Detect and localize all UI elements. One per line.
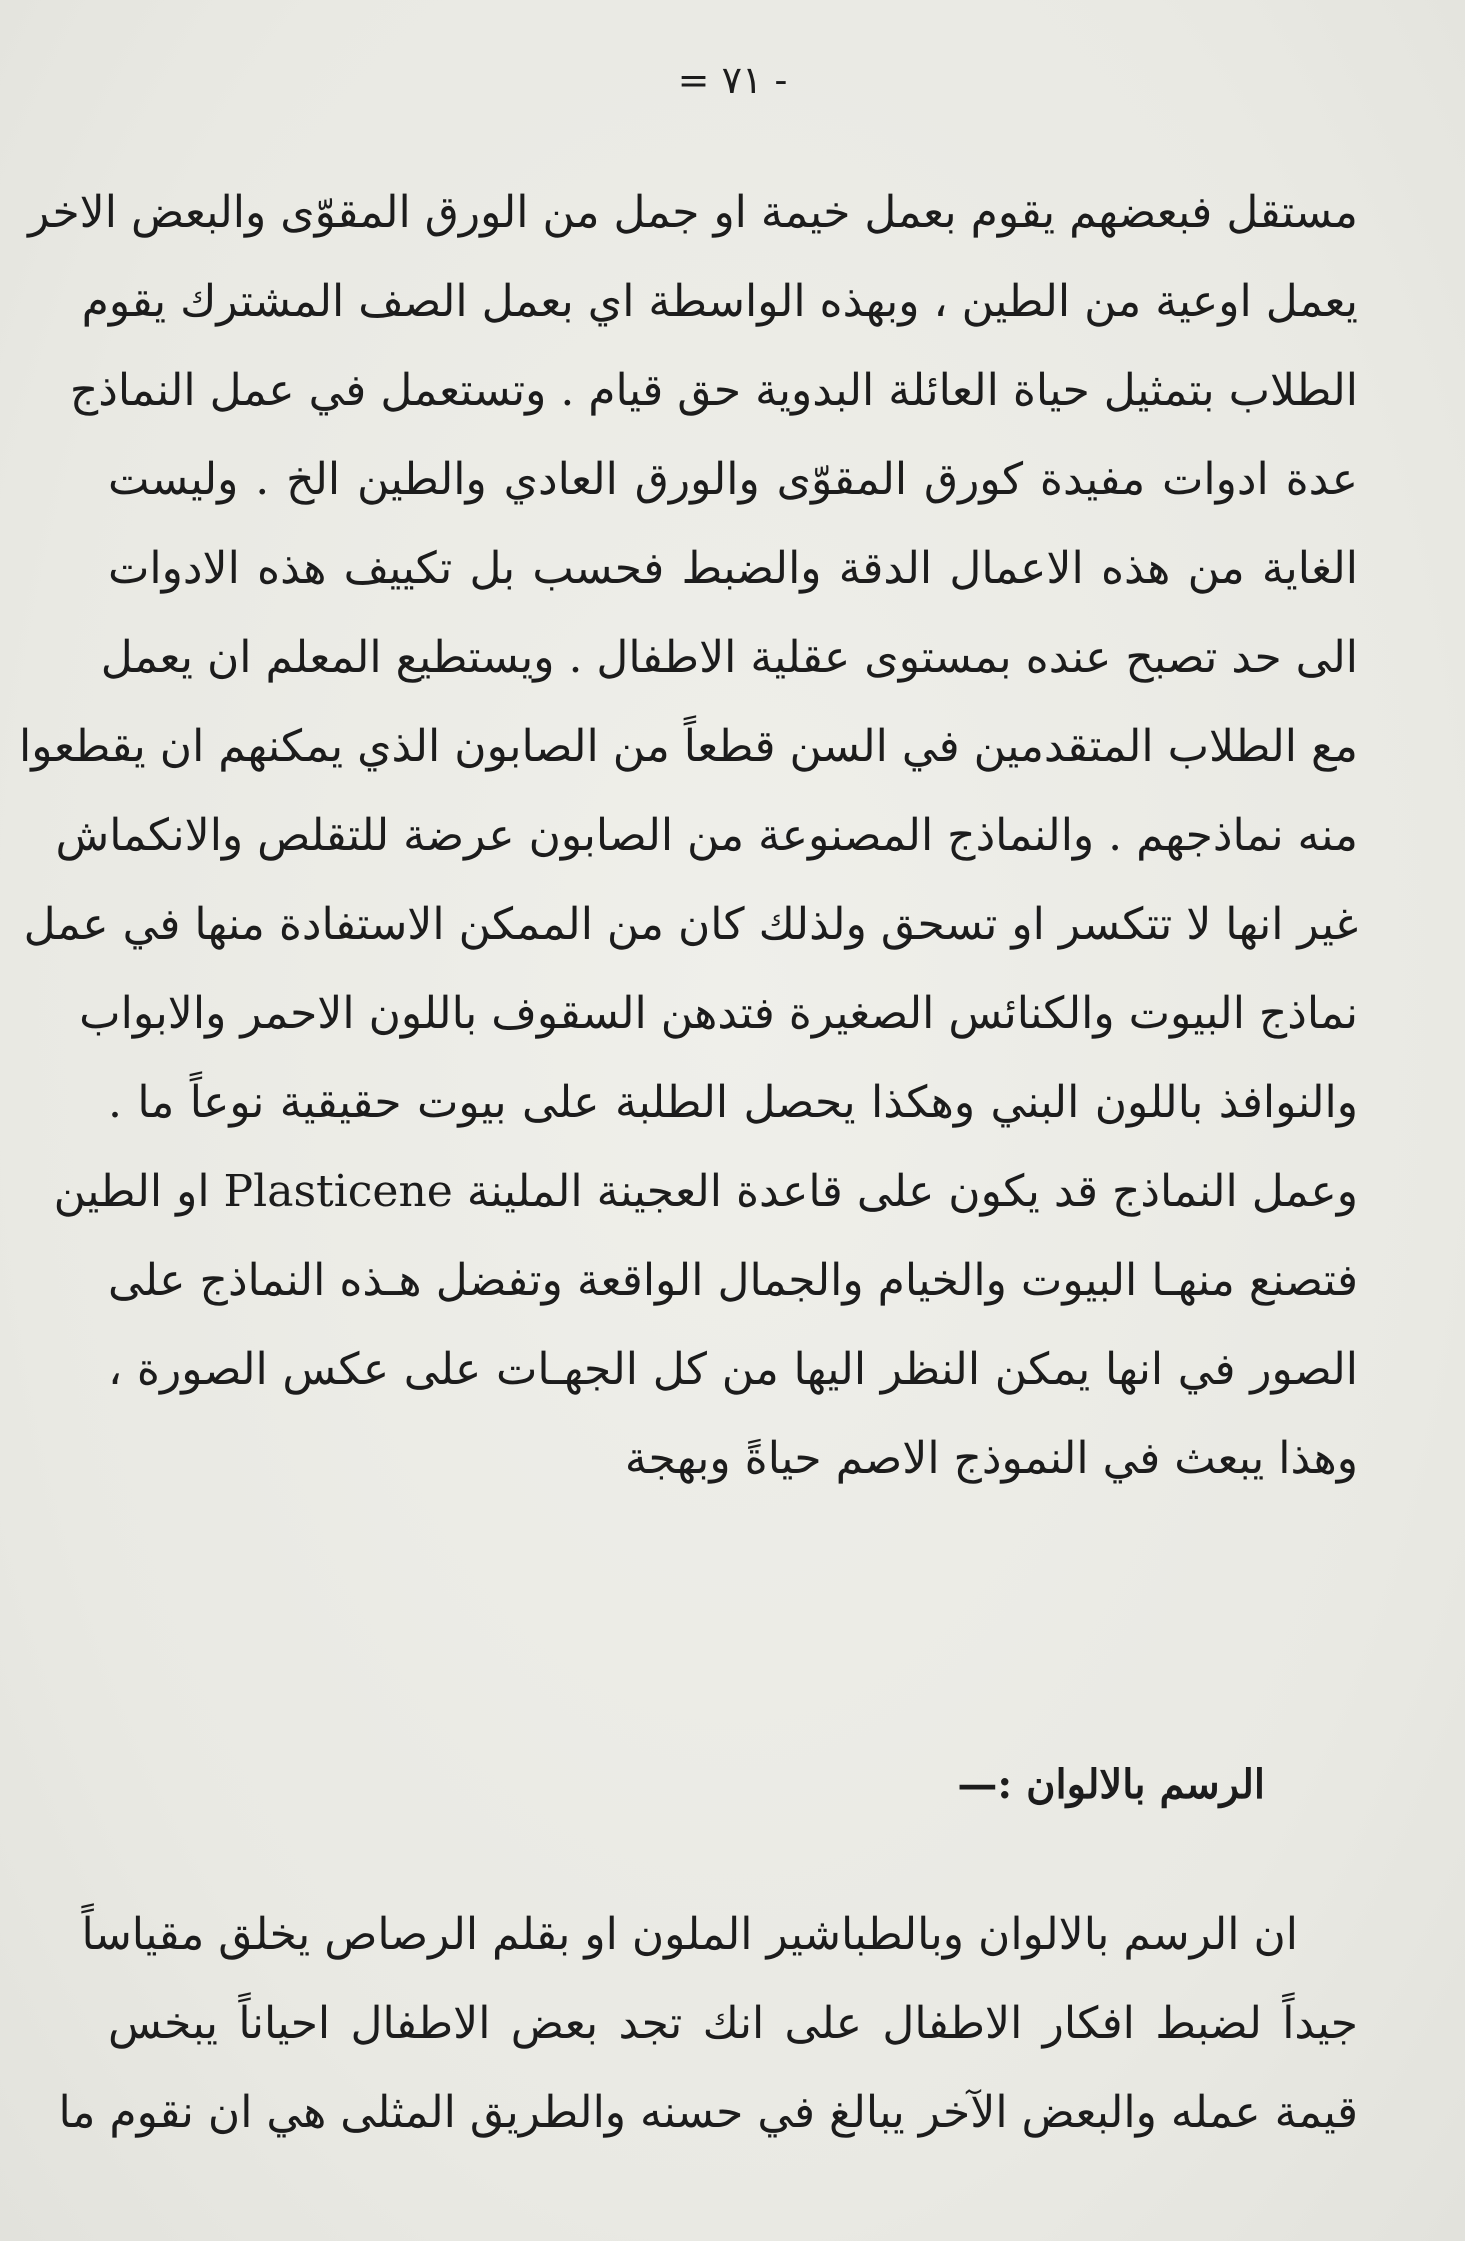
section-line: جيداً لضبط افكار الاطفال على انك تجد بعض الاطفال احياناً يبخس <box>108 1998 1358 2049</box>
paragraph-line: غير انها لا تتكسر او تسحق ولذلك كان من الممكن الاستفادة منها في عمل <box>23 899 1358 950</box>
paragraph-line: منه نماذجهم . والنماذج المصنوعة من الصابون عرضة للتقلص والانكماش <box>55 810 1358 861</box>
section-line: قيمة عمله والبعض الآخر يبالغ في حسنه والطريق المثلى هي ان نقوم ما <box>58 2087 1358 2138</box>
section-line: ان الرسم بالالوان وبالطباشير الملون او بقلم الرصاص يخلق مقياساً <box>81 1909 1298 1960</box>
paragraph-line: مستقل فبعضهم يقوم بعمل خيمة او جمل من الورق المقوّى والبعض الاخر <box>28 187 1358 238</box>
paragraph-line: فتصنع منهـا البيوت والخيام والجمال الواقعة وتفضل هـذه النماذج على <box>108 1255 1358 1306</box>
paragraph-line: الغاية من هذه الاعمال الدقة والضبط فحسب بل تكييف هذه الادوات <box>108 543 1358 594</box>
main-paragraph <box>19 168 1358 1503</box>
paragraph-line: الطلاب بتمثيل حياة العائلة البدوية حق قيام . وتستعمل في عمل النماذج <box>69 365 1358 416</box>
paragraph-line: نماذج البيوت والكنائس الصغيرة فتدهن السقوف باللون الاحمر والابواب <box>79 988 1358 1039</box>
paragraph-line: الى حد تصبح عنده بمستوى عقلية الاطفال . ويستطيع المعلم ان يعمل <box>100 632 1358 683</box>
paragraph-line: عدة ادوات مفيدة كورق المقوّى والورق العادي والطين الخ . وليست <box>108 454 1358 505</box>
section-paragraph <box>58 1890 1358 2157</box>
paragraph-line: يعمل اوعية من الطين ، وبهذه الواسطة اي بعمل الصف المشترك يقوم <box>81 276 1358 327</box>
section-heading: الرسم بالالوان :— <box>957 1761 1265 1808</box>
paragraph-line: والنوافذ باللون البني وهكذا يحصل الطلبة على بيوت حقيقية نوعاً ما . <box>108 1077 1358 1128</box>
page-number: = ٧١ - <box>677 58 788 102</box>
paragraph-line: وهذا يبعث في النموذج الاصم حياةً وبهجة <box>624 1433 1358 1484</box>
paragraph-line: مع الطلاب المتقدمين في السن قطعاً من الصابون الذي يمكنهم ان يقطعوا <box>19 721 1358 772</box>
paragraph-line: الصور في انها يمكن النظر اليها من كل الجهـات على عكس الصورة ، <box>108 1344 1358 1395</box>
paragraph-line: وعمل النماذج قد يكون على قاعدة العجينة الملينة Plasticene او الطين <box>53 1166 1358 1217</box>
